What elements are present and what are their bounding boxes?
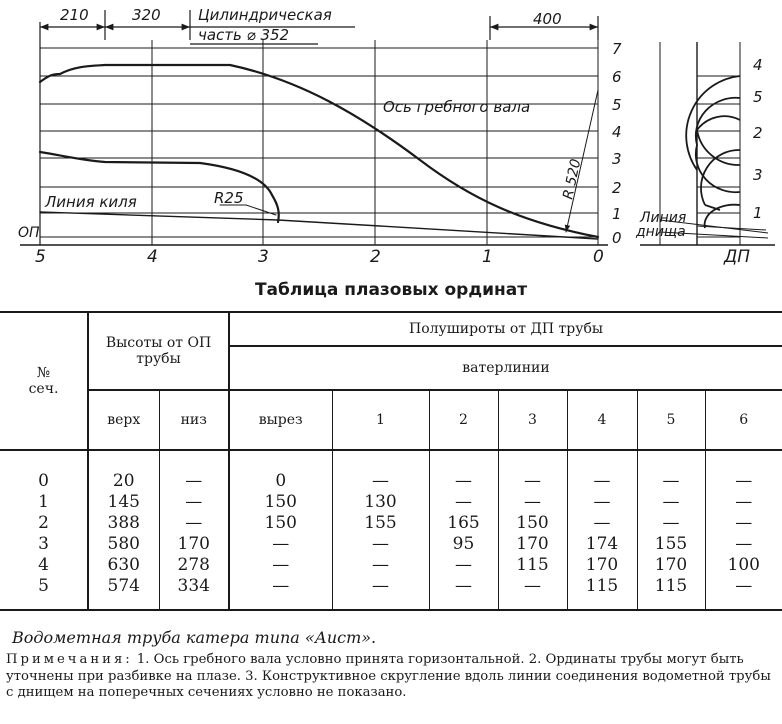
table-cell: 155 xyxy=(332,512,429,533)
header-wl-2: 2 xyxy=(429,390,498,450)
table-cell: 150 xyxy=(229,491,332,512)
header-wl-6: 6 xyxy=(705,390,782,450)
header-section-label: № сеч. xyxy=(28,365,59,397)
table-cell: 150 xyxy=(498,512,567,533)
waterline-number: 5 xyxy=(612,96,622,114)
table-cell: — xyxy=(498,470,567,491)
waterline-numbers xyxy=(612,40,622,247)
section-number: 5 xyxy=(753,88,763,106)
waterline-number: 6 xyxy=(612,68,622,86)
table-row xyxy=(0,512,782,533)
dim-320: 320 xyxy=(132,6,161,24)
table-cell: — xyxy=(159,512,229,533)
table-cell: 95 xyxy=(429,533,498,554)
table-cell: 2 xyxy=(0,512,88,533)
waterline-number: 3 xyxy=(612,150,622,168)
table-cell: 0 xyxy=(0,470,88,491)
table-row xyxy=(0,491,782,512)
keel-line-label: Линия киля xyxy=(45,193,137,211)
header-waterlines: ватерлинии xyxy=(229,346,782,390)
station-number: 3 xyxy=(258,247,269,267)
shaft-axis-label: Ось гребного вала xyxy=(383,98,531,116)
table-cell: — xyxy=(429,575,498,596)
table-cell: — xyxy=(567,491,637,512)
bottom-line-label-1: Линия xyxy=(640,210,687,226)
table-cell: 580 xyxy=(88,533,159,554)
keel-line xyxy=(40,212,598,239)
table-cell: — xyxy=(429,470,498,491)
table-cell: 170 xyxy=(567,554,637,575)
header-top: верх xyxy=(88,390,159,450)
r25-label: R25 xyxy=(214,189,244,207)
header-wl-4: 4 xyxy=(567,390,637,450)
table-cell: 334 xyxy=(159,575,229,596)
waterline-number: 4 xyxy=(612,123,622,141)
table-cell: — xyxy=(567,512,637,533)
table-cell: — xyxy=(429,554,498,575)
table-cell: — xyxy=(332,470,429,491)
table-cell: — xyxy=(735,575,753,596)
header-bottom: низ xyxy=(159,390,229,450)
header-wl-5: 5 xyxy=(637,390,705,450)
station-number: 1 xyxy=(482,247,493,267)
table-cell: 130 xyxy=(332,491,429,512)
header-section xyxy=(0,312,88,450)
table-row xyxy=(0,554,782,575)
table-cell: — xyxy=(429,491,498,512)
table-cell: — xyxy=(735,491,753,512)
table-cell: 150 xyxy=(229,512,332,533)
section-number: 3 xyxy=(753,166,763,184)
table-cell: 1 xyxy=(0,491,88,512)
table-cell: 145 xyxy=(88,491,159,512)
table-cell: 170 xyxy=(159,533,229,554)
header-wl-1: 1 xyxy=(332,390,429,450)
table-body xyxy=(0,470,782,596)
header-half-widths: Полушироты от ДП трубы xyxy=(229,312,782,346)
table-title: Таблица плазовых ординат xyxy=(254,280,528,300)
cylinder-label-2: часть ⌀ 352 xyxy=(198,26,290,44)
table-cell: 4 xyxy=(0,554,88,575)
pipe-top-contour xyxy=(40,65,598,237)
table-cell: 115 xyxy=(567,575,637,596)
table-cell: 170 xyxy=(637,554,705,575)
op-label: ОП xyxy=(18,225,40,241)
pipe-drawing xyxy=(0,0,782,280)
figure-caption: Водометная труба катера типа «Аист». xyxy=(12,628,377,647)
waterline-number: 1 xyxy=(612,205,622,223)
table-cell: 115 xyxy=(637,575,705,596)
ordinates-table xyxy=(0,311,782,611)
bottom-line-label-2: днища xyxy=(636,224,686,240)
table-cell: 115 xyxy=(498,554,567,575)
notes-label: Примечания: xyxy=(6,652,133,667)
table-cell: 278 xyxy=(159,554,229,575)
table-cell: — xyxy=(498,491,567,512)
waterline-number: 0 xyxy=(612,229,622,247)
section-number: 1 xyxy=(753,204,763,222)
table-cell: — xyxy=(332,554,429,575)
table-cell: — xyxy=(637,491,705,512)
notes-text: 1. Ось гребного вала условно принята горизонтальной. 2. Ординаты трубы могут быть уточнены при разбивке на плазе. 3. Конструктивное скругление вдоль линии соединения водометной трубы с днищем на поперечных сечениях условно не показано. xyxy=(6,652,771,700)
table-cell: — xyxy=(735,470,753,491)
table-cell: 165 xyxy=(429,512,498,533)
table-cell: 0 xyxy=(229,470,332,491)
table-cell: — xyxy=(332,575,429,596)
table-cell: 155 xyxy=(637,533,705,554)
table-cell: — xyxy=(229,554,332,575)
table-cell: — xyxy=(229,575,332,596)
section-number: 2 xyxy=(753,124,763,142)
table-cell: 5 xyxy=(0,575,88,596)
table-cell: — xyxy=(567,470,637,491)
table-cell: — xyxy=(735,533,753,554)
table-cell: 174 xyxy=(567,533,637,554)
section-number: 4 xyxy=(753,56,763,74)
table-cell: — xyxy=(332,533,429,554)
waterline-number: 2 xyxy=(612,179,622,197)
table-cell: 3 xyxy=(0,533,88,554)
dim-400: 400 xyxy=(533,10,562,28)
dp-label: ДП xyxy=(724,247,751,267)
table-cell: 388 xyxy=(88,512,159,533)
station-number: 2 xyxy=(370,247,381,267)
table-cell: — xyxy=(637,470,705,491)
table-cell: — xyxy=(735,512,753,533)
table-row xyxy=(0,470,782,491)
table-cell: 574 xyxy=(88,575,159,596)
table-cell: 630 xyxy=(88,554,159,575)
station-number: 4 xyxy=(147,247,158,267)
table-cell: — xyxy=(159,470,229,491)
header-heights xyxy=(88,312,229,390)
table-cell: — xyxy=(229,533,332,554)
notes xyxy=(6,652,776,702)
station-number: 5 xyxy=(35,247,46,267)
table-cell: — xyxy=(498,575,567,596)
header-cut: вырез xyxy=(229,390,332,450)
station-numbers xyxy=(35,247,604,267)
header-wl-3: 3 xyxy=(498,390,567,450)
table-cell: 20 xyxy=(88,470,159,491)
table-cell: — xyxy=(637,512,705,533)
table-cell: 170 xyxy=(498,533,567,554)
table-row xyxy=(0,533,782,554)
dim-210: 210 xyxy=(60,6,89,24)
table-cell: — xyxy=(159,491,229,512)
station-number: 0 xyxy=(593,247,604,267)
cylinder-label-1: Цилиндрическая xyxy=(198,6,332,24)
table-cell: 100 xyxy=(727,554,760,575)
table-row xyxy=(0,575,782,596)
r520-label: R 520 xyxy=(560,157,585,201)
waterline-number: 7 xyxy=(612,40,622,58)
header-heights-label: Высоты от ОП трубы xyxy=(105,335,212,367)
